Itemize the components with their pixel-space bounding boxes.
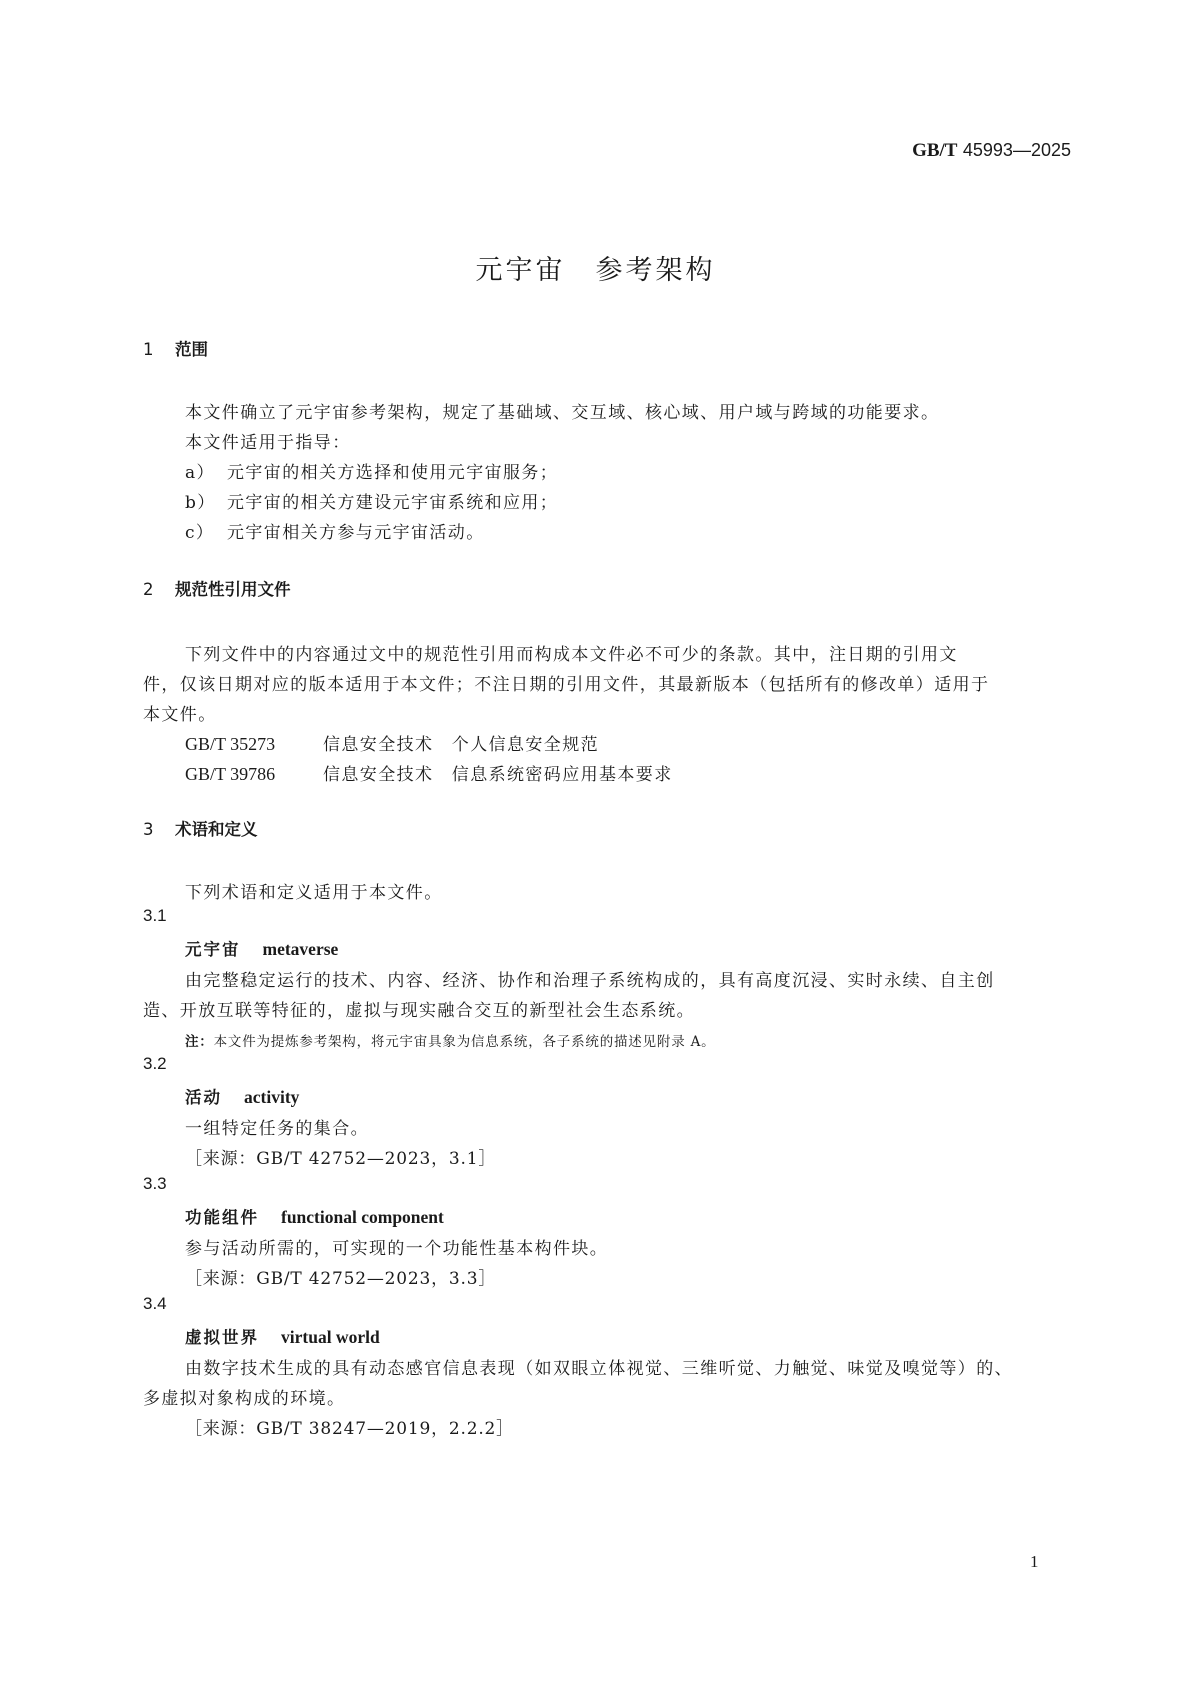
term-source: ［来源：GB/T 42752—2023，3.1］ bbox=[185, 1149, 497, 1169]
reference-item: GB/T 39786 信息安全技术 信息系统密码应用基本要求 bbox=[185, 764, 673, 785]
term-note: 注：本文件为提炼参考架构，将元宇宙具象为信息系统，各子系统的描述见附录 A。 bbox=[185, 1034, 716, 1050]
term-number: 3.2 bbox=[143, 1054, 167, 1073]
term-source: ［来源：GB/T 42752—2023，3.3］ bbox=[185, 1269, 497, 1289]
term-definition-line: 参与活动所需的，可实现的一个功能性基本构件块。 bbox=[185, 1239, 609, 1259]
normative-paragraph-line: 下列文件中的内容通过文中的规范性引用而构成本文件必不可少的条款。其中，注日期的引用文 bbox=[185, 645, 958, 665]
standard-number: 45993—2025 bbox=[962, 140, 1071, 160]
term-title: 活动 activity bbox=[185, 1087, 300, 1107]
terms-intro: 下列术语和定义适用于本文件。 bbox=[185, 883, 443, 903]
page-number: 1 bbox=[1030, 1552, 1039, 1571]
term-number: 3.3 bbox=[143, 1174, 167, 1193]
section-heading-1: 1 范围 bbox=[143, 340, 208, 359]
term-definition-line: 多虚拟对象构成的环境。 bbox=[143, 1389, 346, 1409]
document-title: 元宇宙 参考架构 bbox=[475, 255, 716, 286]
term-definition-line: 由数字技术生成的具有动态感官信息表现（如双眼立体视觉、三维听觉、力触觉、味觉及嗅觉等）的、 bbox=[185, 1359, 1013, 1379]
term-definition-line: 由完整稳定运行的技术、内容、经济、协作和治理子系统构成的，具有高度沉浸、实时永续、自主创 bbox=[185, 971, 995, 991]
standard-code bbox=[912, 140, 1071, 162]
term-title: 功能组件 functional component bbox=[185, 1207, 444, 1227]
term-title: 元宇宙 metaverse bbox=[185, 939, 339, 959]
normative-paragraph-line: 件，仅该日期对应的版本适用于本文件；不注日期的引用文件，其最新版本（包括所有的修改单）适用于 bbox=[143, 675, 990, 695]
term-definition-line: 造、开放互联等特征的，虚拟与现实融合交互的新型社会生态系统。 bbox=[143, 1001, 695, 1021]
list-item: c） 元宇宙相关方参与元宇宙活动。 bbox=[185, 523, 485, 543]
list-item: a） 元宇宙的相关方选择和使用元宇宙服务； bbox=[185, 463, 559, 483]
normative-paragraph-line: 本文件。 bbox=[143, 705, 217, 725]
standard-prefix: GB/T bbox=[912, 140, 958, 161]
term-number: 3.1 bbox=[143, 906, 167, 925]
term-definition-line: 一组特定任务的集合。 bbox=[185, 1119, 369, 1139]
reference-item: GB/T 35273 信息安全技术 个人信息安全规范 bbox=[185, 734, 599, 755]
term-title: 虚拟世界 virtual world bbox=[185, 1327, 380, 1347]
section-heading-3: 3 术语和定义 bbox=[143, 820, 258, 839]
section-heading-2: 2 规范性引用文件 bbox=[143, 580, 291, 599]
scope-paragraph-2: 本文件适用于指导： bbox=[185, 433, 351, 453]
list-item: b） 元宇宙的相关方建设元宇宙系统和应用； bbox=[185, 493, 559, 513]
term-number: 3.4 bbox=[143, 1294, 167, 1313]
scope-paragraph-1: 本文件确立了元宇宙参考架构，规定了基础域、交互域、核心域、用户域与跨域的功能要求。 bbox=[185, 403, 940, 423]
term-source: ［来源：GB/T 38247—2019，2.2.2］ bbox=[185, 1419, 514, 1439]
